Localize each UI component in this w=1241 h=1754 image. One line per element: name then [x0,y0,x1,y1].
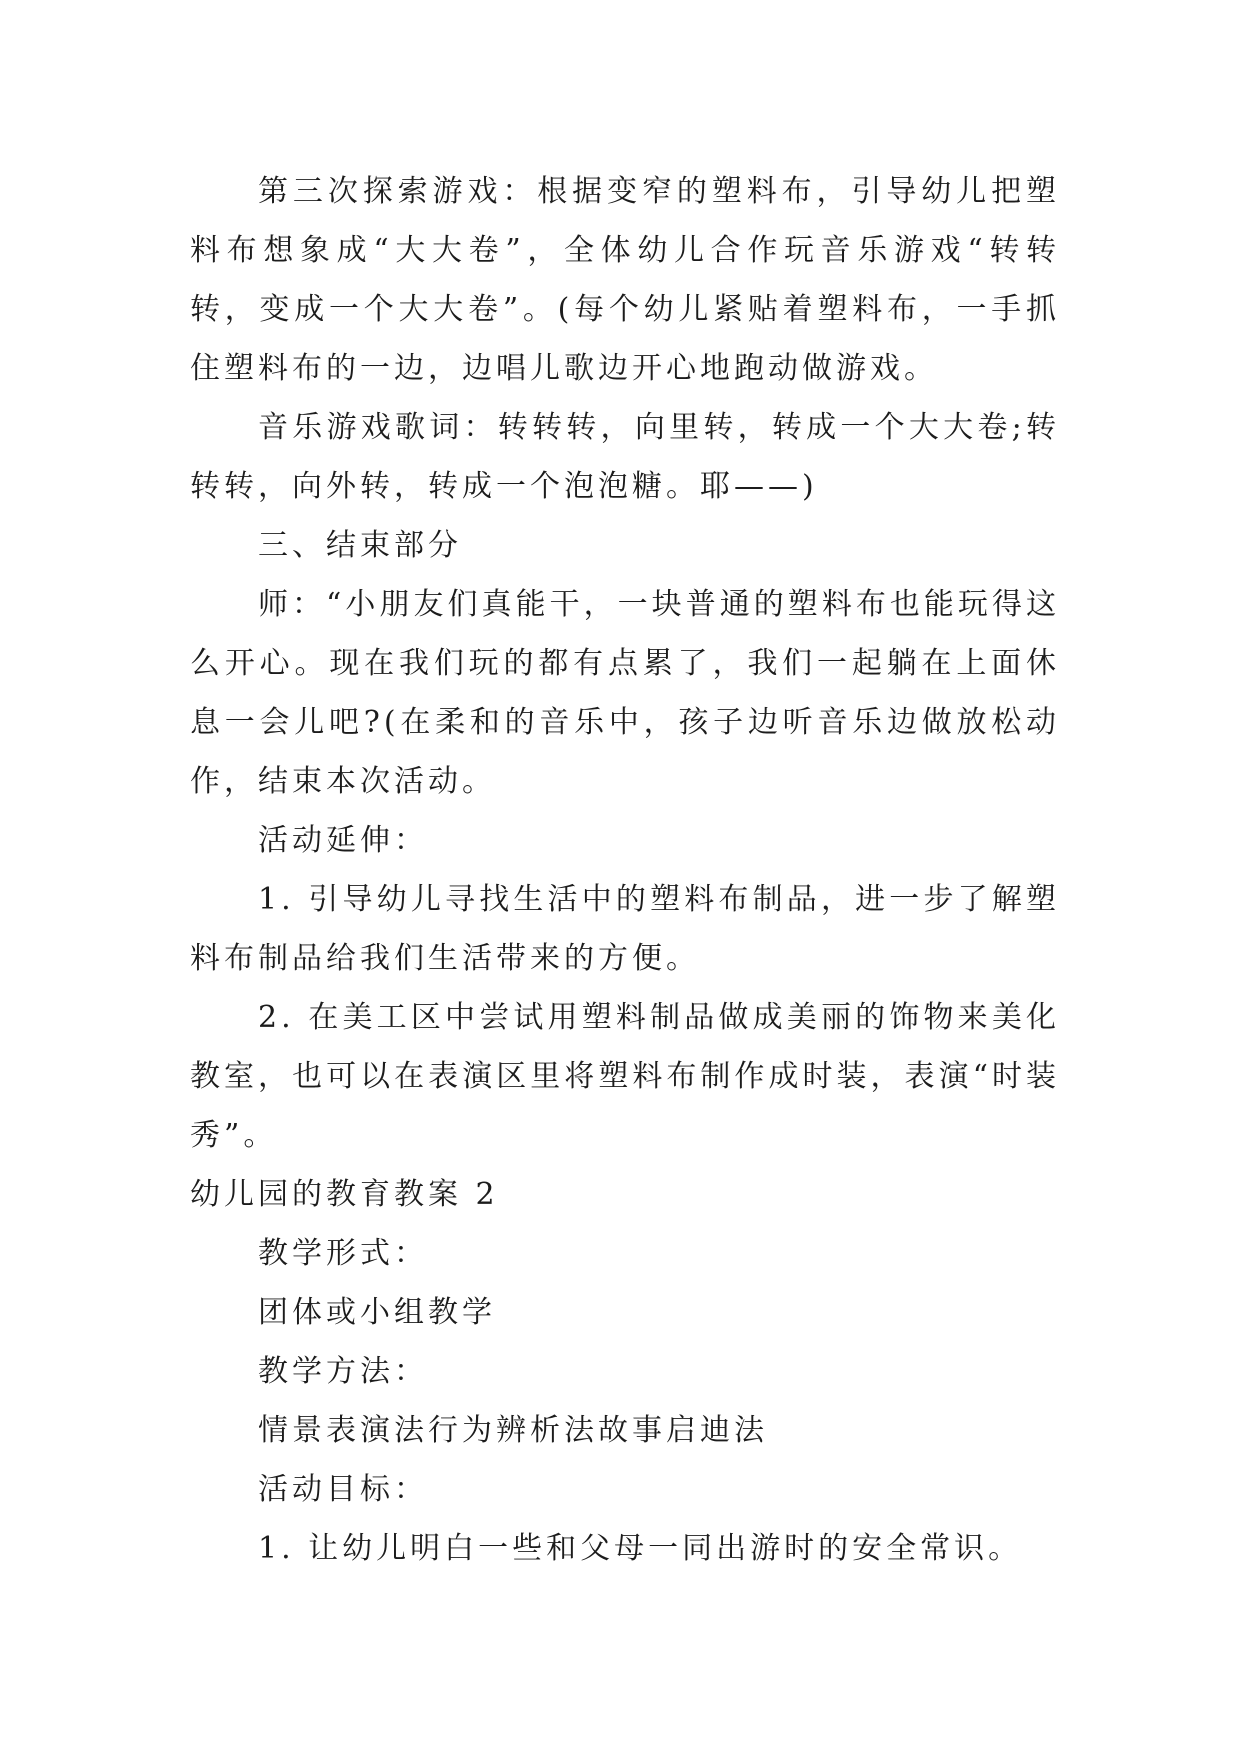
label-teaching-form: 教学形式： [258,1236,428,1271]
section-heading-extension: 活动延伸： [258,823,428,858]
list-item-goal-1: 1. 让幼儿明白一些和父母一同出游时的安全常识。 [258,1531,1023,1566]
list-item-extension-2: 2. 在美工区中尝试用塑料制品做成美丽的饰物来美化教室，也可以在表演区里将塑料布制作成时装，表演“时装秀”。 [190,1000,1060,1153]
document-body [190,162,1060,1578]
list-item-extension-1: 1. 引导幼儿寻找生活中的塑料布制品，进一步了解塑料布制品给我们生活带来的方便。 [190,882,1060,976]
label-teaching-method: 教学方法： [258,1354,428,1389]
section-heading-ending: 三、结束部分 [258,528,462,563]
label-activity-goals: 活动目标： [258,1472,428,1507]
value-teaching-form: 团体或小组教学 [258,1295,496,1330]
document-section-title: 幼儿园的教育教案 2 [190,1177,499,1212]
paragraph-third-exploration-game: 第三次探索游戏：根据变窄的塑料布，引导幼儿把塑料布想象成“大大卷”，全体幼儿合作玩音乐游戏“转转转，变成一个大大卷”。(每个幼儿紧贴着塑料布，一手抓住塑料布的一边，边唱儿歌边开心地跑动做游戏。 [190,174,1060,386]
paragraph-teacher-closing: 师：“小朋友们真能干，一块普通的塑料布也能玩得这么开心。现在我们玩的都有点累了，我们一起躺在上面休息一会儿吧?(在柔和的音乐中，孩子边听音乐边做放松动作，结束本次活动。 [190,587,1060,799]
paragraph-music-game-lyrics: 音乐游戏歌词：转转转，向里转，转成一个大大卷;转转转，向外转，转成一个泡泡糖。耶——) [190,410,1060,504]
value-teaching-method: 情景表演法行为辨析法故事启迪法 [258,1413,768,1448]
